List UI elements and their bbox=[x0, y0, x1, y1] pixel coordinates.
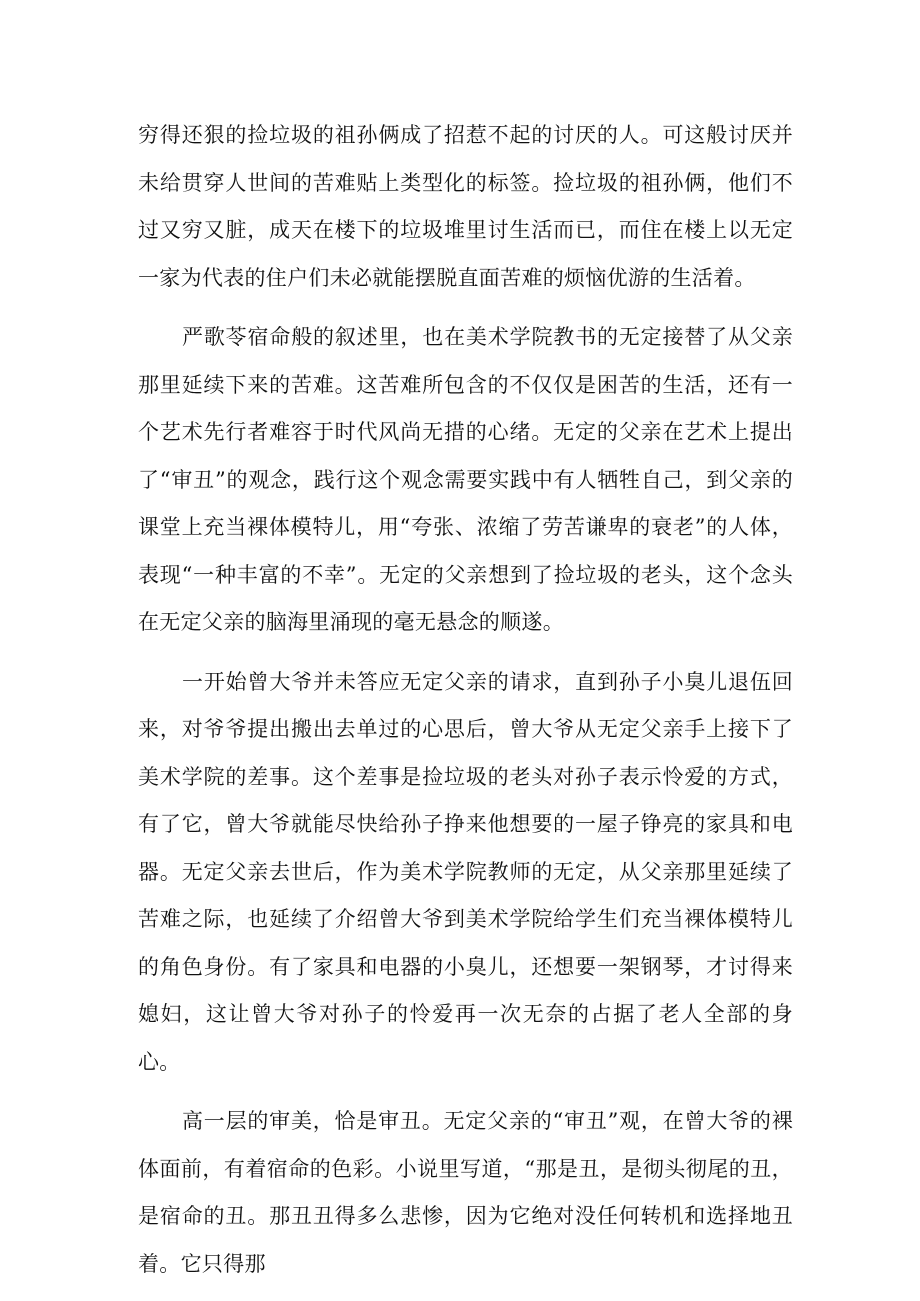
paragraph-3: 一开始曾大爷并未答应无定父亲的请求，直到孙子小臭儿退伍回来，对爷爷提出搬出去单过的心思后，曾大爷从无定父亲手上接下了美术学院的差事。这个差事是捡垃圾的老头对孙子表示怜爱的方式，有了它，曾大爷就能尽快给孙子挣来他想要的一屋子铮亮的家具和电器。无定父亲去世后，作为美术学院教师的无定，从父亲那里延续了苦难之际，也延续了介绍曾大爷到美术学院给学生们充当裸体模特儿的角色身份。有了家具和电器的小臭儿，还想要一架钢琴，才讨得来媳妇，这让曾大爷对孙子的怜爱再一次无奈的占据了老人全部的身心。 bbox=[138, 669, 793, 1074]
paragraph-1: 穷得还狠的捡垃圾的祖孙俩成了招惹不起的讨厌的人。可这般讨厌并未给贯穿人世间的苦难贴上类型化的标签。捡垃圾的祖孙俩，他们不过又穷又脏，成天在楼下的垃圾堆里讨生活而已，而住在楼上以无定一家为代表的住户们未必就能摆脱直面苦难的烦恼优游的生活着。 bbox=[138, 123, 793, 290]
paragraph-2: 严歌苓宿命般的叙述里，也在美术学院教书的无定接替了从父亲那里延续下来的苦难。这苦难所包含的不仅仅是困苦的生活，还有一个艺术先行者难容于时代风尚无措的心绪。无定的父亲在艺术上提出了“审丑”的观念，践行这个观念需要实践中有人牺牲自己，到父亲的课堂上充当裸体模特儿，用“夸张、浓缩了劳苦谦卑的衰老”的人体，表现“一种丰富的不幸”。无定的父亲想到了捡垃圾的老头，这个念头在无定父亲的脑海里涌现的毫无悬念的顺遂。 bbox=[138, 325, 793, 634]
paragraph-4: 高一层的审美，恰是审丑。无定父亲的“审丑”观，在曾大爷的裸体面前，有着宿命的色彩。小说里写道，“那是丑，是彻头彻尾的丑，是宿命的丑。那丑丑得多么悲惨，因为它绝对没任何转机和选择地丑着。它只得那 bbox=[138, 1109, 793, 1276]
document-page bbox=[138, 112, 793, 1300]
